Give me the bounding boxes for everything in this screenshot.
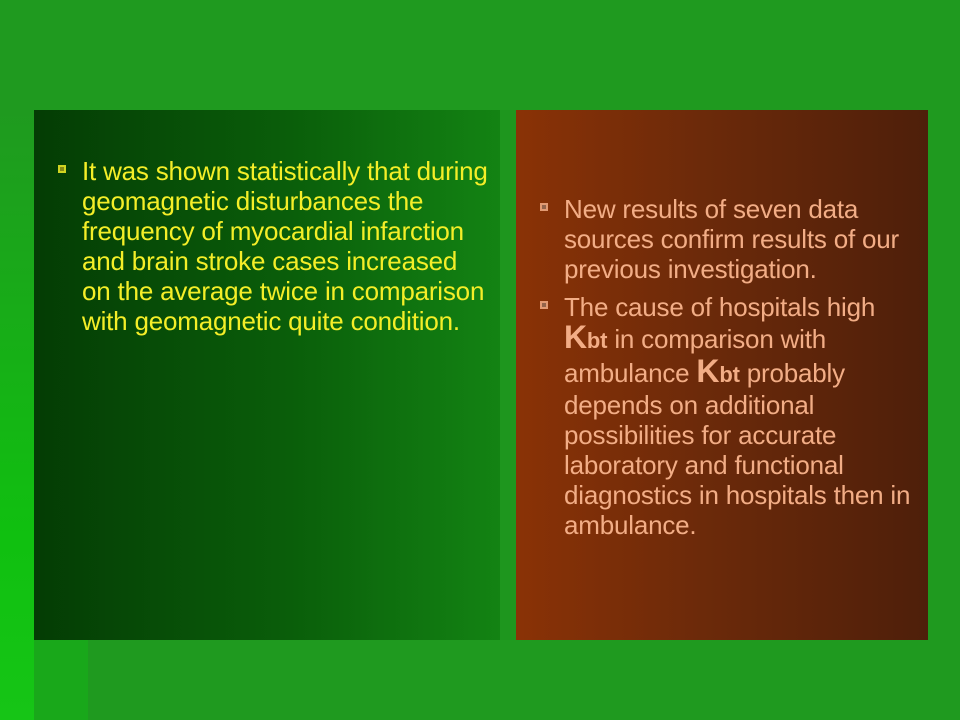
background-strip — [34, 640, 88, 720]
square-bullet-icon — [540, 203, 548, 211]
panel-divider — [500, 110, 516, 640]
right-bullet-item-1 — [530, 194, 922, 284]
kbt-k: K — [696, 353, 720, 389]
left-text-panel — [34, 110, 500, 640]
left-bullet-text: It was shown statistically that during geomagnetic disturbances the frequency of myocardial infarction and brain stroke cases increased on the average twice in comparison with geomagnetic quite condition. — [82, 156, 488, 336]
left-bullet-list — [48, 156, 490, 336]
square-bullet-icon — [540, 301, 548, 309]
kbt-symbol — [696, 353, 740, 389]
right-bullet-text-2a: The cause of hospitals high — [564, 292, 876, 322]
kbt-symbol — [564, 319, 608, 355]
right-bullet-text-2b: in comparison with ambulance — [564, 324, 827, 388]
kbt-k: K — [564, 319, 587, 355]
background-band-top — [0, 0, 960, 110]
kbt-subscript: bt — [719, 362, 740, 387]
left-bullet-item — [48, 156, 490, 336]
background-band-right — [928, 110, 960, 640]
right-bullet-text-1: New results of seven data sources confirm results of our previous investigation. — [564, 194, 900, 284]
background-band-left — [0, 110, 34, 720]
right-bullet-text-2c: probably depends on additional possibilities for accurate laboratory and functional diagnostics in hospitals then in ambulance. — [564, 358, 911, 540]
kbt-subscript: bt — [586, 328, 608, 353]
right-bullet-list — [530, 194, 922, 540]
background-band-bottom — [34, 640, 960, 720]
right-text-panel — [516, 110, 928, 640]
right-bullet-item-2 — [530, 292, 922, 540]
square-bullet-icon — [58, 165, 66, 173]
